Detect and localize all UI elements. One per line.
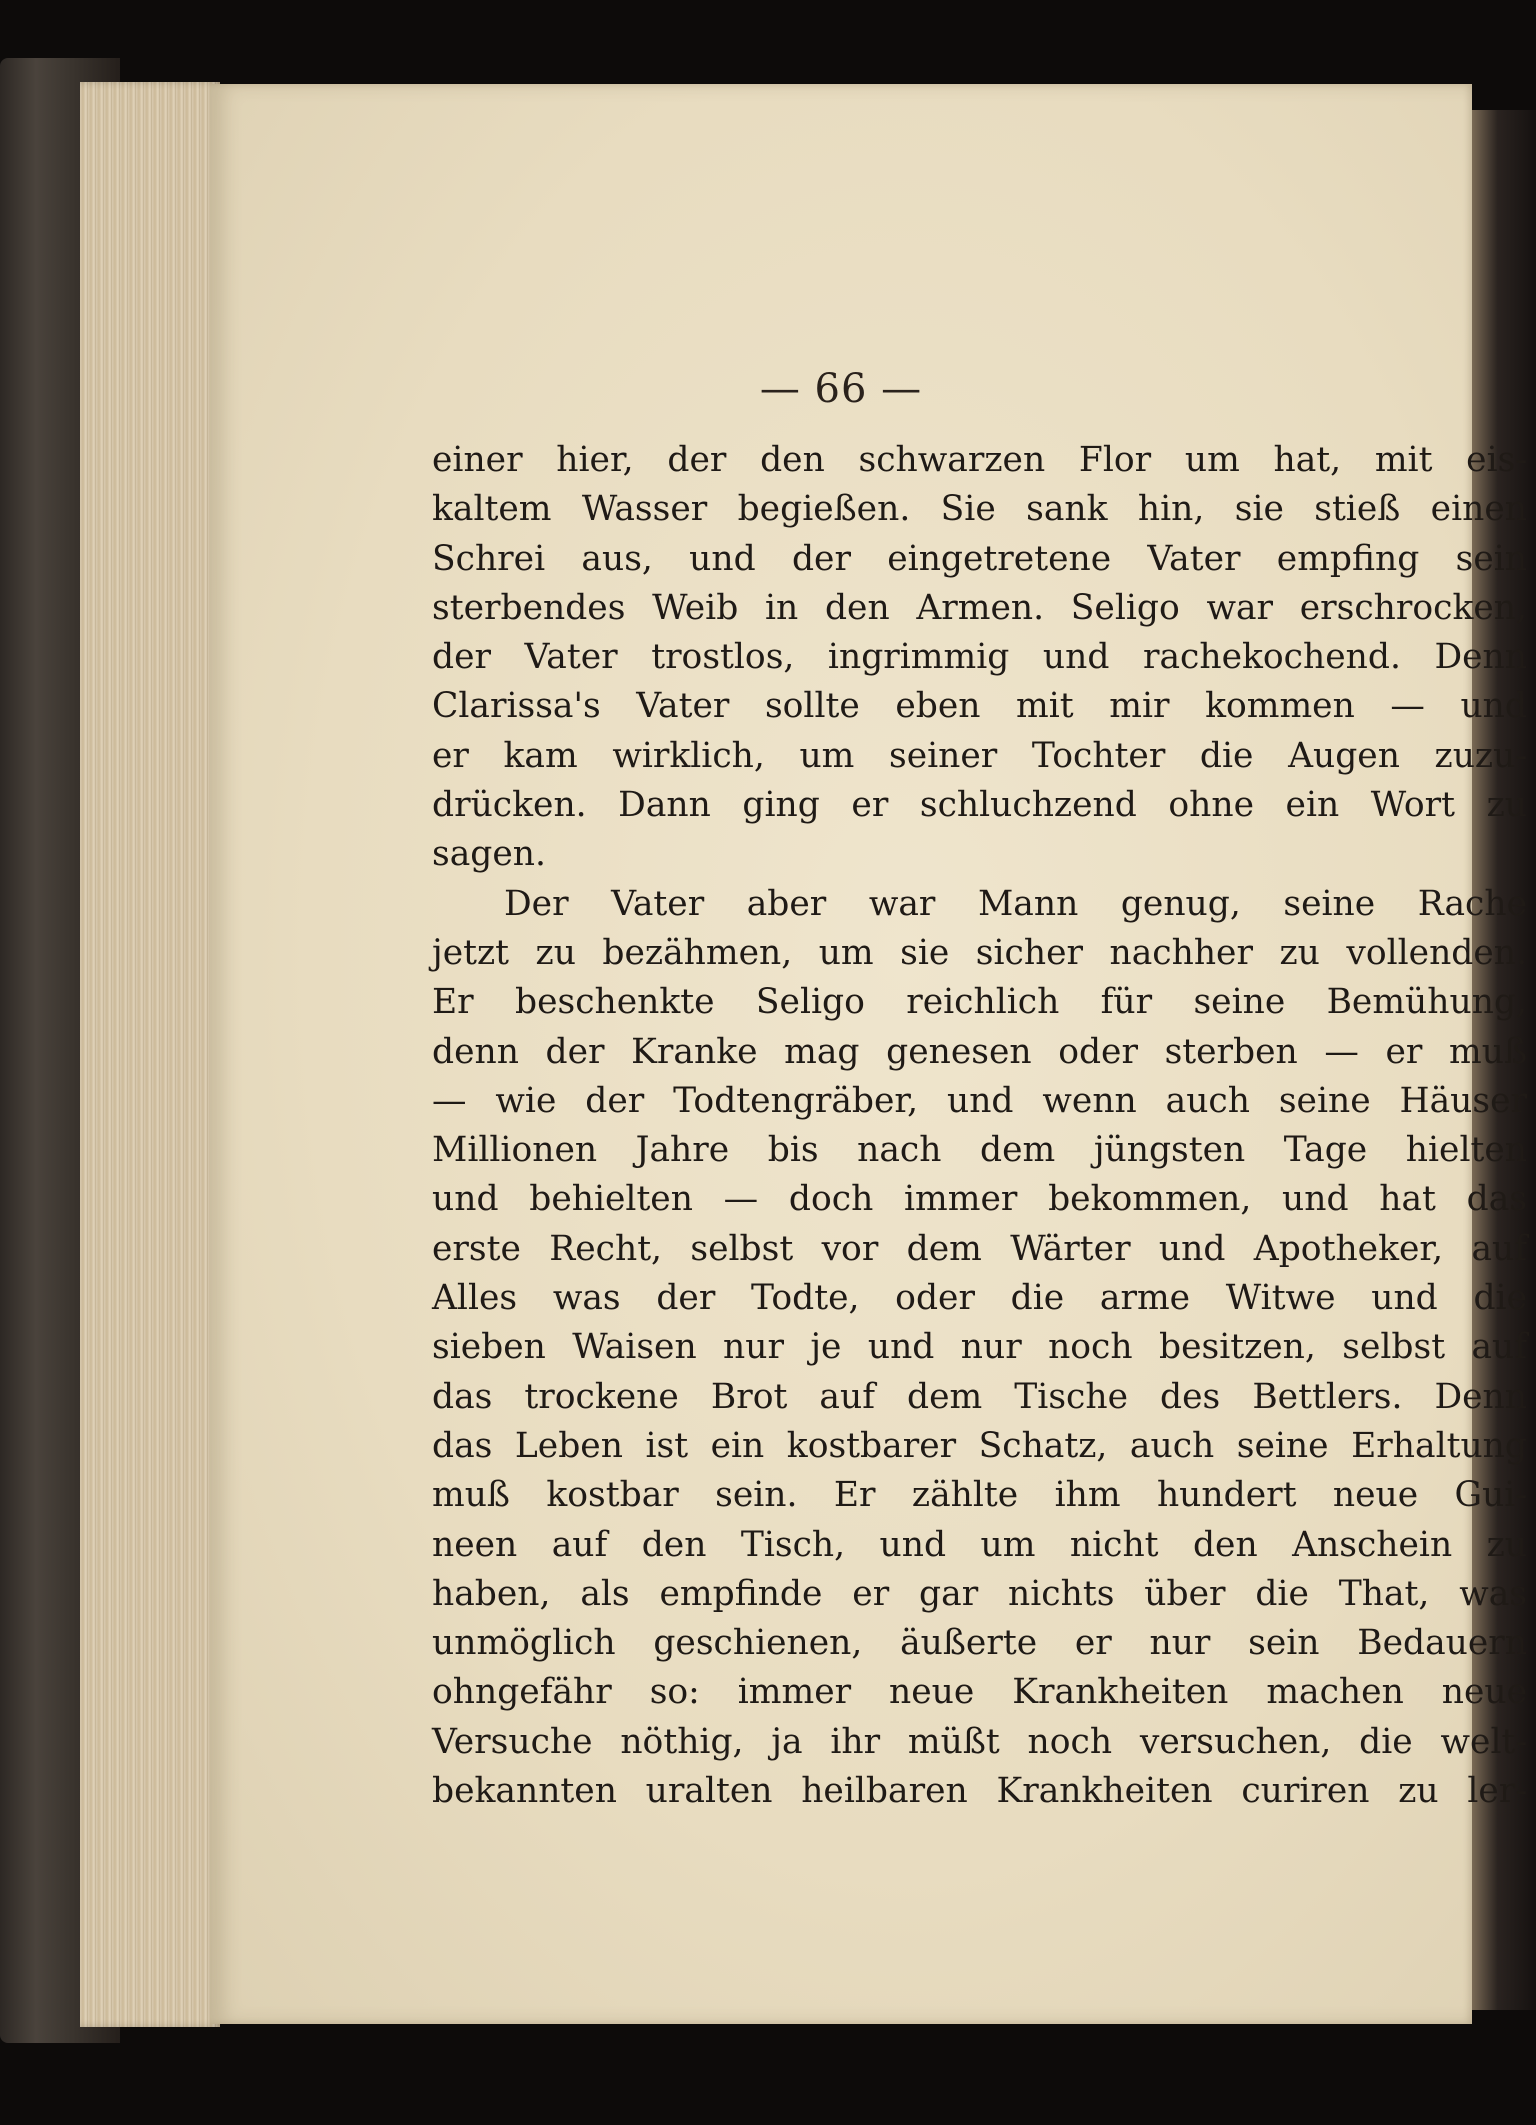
text-line: unmöglich geschienen, äußerte er nur sein Bedauern [432,1623,1527,1664]
text-line: Millionen Jahre bis nach dem jüngsten Tage hielten [432,1130,1527,1171]
text-line: Alles was der Todte, oder die arme Witwe und die [432,1278,1527,1319]
text-line: — wie der Todtengräber, und wenn auch seine Häuser [432,1080,1527,1121]
page-number: — 66 — [759,366,923,412]
text-line: einer hier, der den schwarzen Flor um hat, mit eis- [432,440,1527,480]
text-line: erste Recht, selbst vor dem Wärter und Apotheker, auf [432,1228,1527,1269]
text-line: das trockene Brot auf dem Tische des Bettlers. Denn [432,1376,1527,1417]
book-page [210,84,1527,2024]
text-line: Der Vater aber war Mann genug, seine Rache [504,883,1527,924]
text-line: und behielten — doch immer bekommen, und hat das [432,1179,1527,1220]
page-text [432,436,1527,1816]
text-line: sterbendes Weib in den Armen. Seligo war erschrocken, [432,587,1527,628]
text-line: jetzt zu bezähmen, um sie sicher nachher zu vollenden. [432,932,1527,973]
text-line: muß kostbar sein. Er zählte ihm hundert neue Gui- [432,1475,1527,1516]
text-line: sagen. [432,834,546,875]
text-line: drücken. Dann ging er schluchzend ohne ein Wort zu [432,785,1527,826]
text-line: Versuche nöthig, ja ihr müßt noch versuchen, die welt- [432,1721,1527,1762]
page-edges [80,82,220,2027]
text-line: denn der Kranke mag genesen oder sterben — er muß [432,1031,1527,1072]
text-line: er kam wirklich, um seiner Tochter die Augen zuzu- [432,735,1527,776]
text-line: neen auf den Tisch, und um nicht den Anschein zu [432,1524,1527,1565]
text-line: das Leben ist ein kostbarer Schatz, auch seine Erhaltung [432,1425,1527,1466]
text-line: der Vater trostlos, ingrimmig und rachekochend. Denn [432,637,1527,678]
text-line: Clarissa's Vater sollte eben mit mir kommen — und [432,686,1527,727]
text-line: ohngefähr so: immer neue Krankheiten machen neue [432,1672,1527,1713]
text-line: Er beschenkte Seligo reichlich für seine Bemühung, [432,982,1527,1023]
text-line: sieben Waisen nur je und nur noch besitzen, selbst auf [432,1327,1527,1368]
text-line: Schrei aus, und der eingetretene Vater empfing sein [432,538,1527,579]
text-line: kaltem Wasser begießen. Sie sank hin, sie stieß einen [432,489,1527,530]
text-line: bekannten uralten heilbaren Krankheiten curiren zu ler- [432,1771,1527,1812]
text-line: haben, als empfinde er gar nichts über die That, was [432,1573,1527,1614]
